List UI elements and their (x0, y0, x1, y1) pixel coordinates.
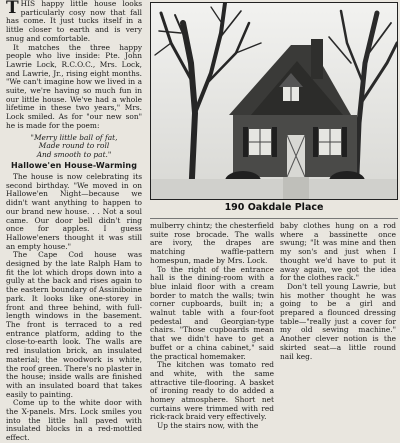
paragraph: To the right of the entrance hall is the dining-room with a blue inlaid floor with a cream border to match the walls; twin corner cupboards, built in; a walnut table with a four-foot pedestal and Georgian-type chairs. "Those cupboards mean that we didn't have to get a buffet or a china cabinet," said the practical homemaker. (150, 264, 274, 361)
divider (150, 218, 398, 219)
article-column-1 (6, 0, 142, 443)
photo-caption: 190 Oakdale Place (224, 202, 324, 213)
poem-line: Made round to roll (38, 141, 110, 151)
poem-line: And smooth to pat." (36, 149, 112, 159)
paragraph: mulberry chintz; the chesterfield suite rose brocade. The walls are ivory, the drapes are matching waffle-pattern homespun, made by Mrs. Lock. (150, 221, 274, 265)
paragraph: It matches the three happy people who live inside: Pte. John Lawrie Lock, R.C.O.C., Mrs. Lock, and Lawrie, Jr., rising eight months. "We can't imagine how we lived in a suite, we're having so much fun in our little house. We've had a whole lifetime in these two years," Mrs. Lock smiled. As for "our new son" he is made for the poem: (6, 42, 142, 130)
paragraph: The Cape Cod house was designed by the late Ralph Ham to fit the lot which drops down into a gully at the back and rises again to the eastern boundary of Assiniboine park. It looks like one-storey in front and three behind, with full-length windows in the basement. The front is terraced to a red entrance platform, adding to the close-to-earth look. The walls are red insulation brick, an insulated material; the woodwork is white, the roof green. There's no plaster in the house; inside walls are finished with an insulated board that takes easily to painting. (6, 250, 142, 399)
paragraph: Come up to the white door with the X-panels. Mrs. Lock smiles you into the little hall paved with insulated blocks in a red-mottled effect. (6, 398, 142, 443)
section-heading: Hallowe'en House-Warming (10, 161, 138, 171)
paragraph (6, 0, 142, 44)
paragraph: baby clothes hung on a rod where a bassinette once swung; "It was mine and then my son's and just when I thought we'd have to put it away again, we got the idea for the clothes rack." (280, 221, 396, 283)
paragraph-text: HIS happy little house looks particularly cosy now that fall has come. It just tucks itself in a little closer to earth and is very snug and comfortable. (6, 0, 142, 43)
house-photo (150, 2, 398, 200)
paragraph: The house is now celebrating its second birthday. "We moved in on Hallowe'en Night—because we didn't want anything to happen to our brand new house. . . Not a soul came. Our door bell didn't ring once for apples. I guess Hallowe'eners thought it was still an empty house." (6, 172, 142, 251)
poem-line: "Merry little ball of fat, (30, 132, 118, 142)
house-photo-illustration (151, 3, 397, 199)
paragraph: The kitchen was tomato red and white, with the same attractive tile-flooring. A basket of ironing ready to do added a homey atmosphere. Short net curtains were trimmed with red rick-rack braid very effectively. (150, 360, 274, 422)
paragraph: Up the stairs now, with the (157, 421, 259, 431)
paragraph: Don't tell young Lawrie, but his mother thought he was going to be a girl and prepared a flounced dressing table—"really just a cover for my old sewing machine." Another clever notion is the skirted seat—a little round nail keg. (280, 281, 396, 361)
poem-quote (6, 134, 142, 160)
drop-cap: T (6, 0, 19, 18)
article-column-3 (280, 222, 396, 361)
